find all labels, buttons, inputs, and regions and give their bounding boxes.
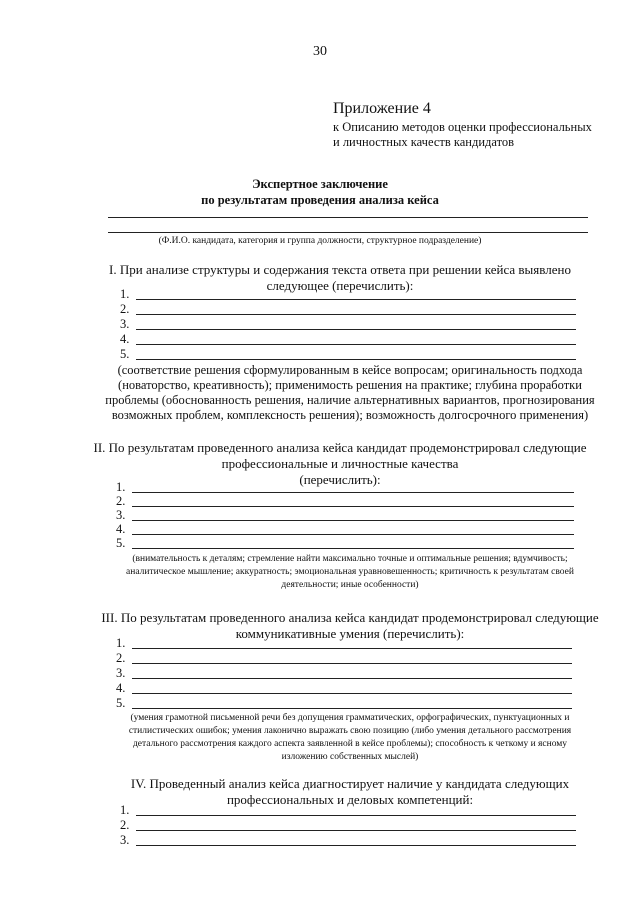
section1-item[interactable] (120, 302, 576, 316)
item-number: 4. (116, 522, 126, 536)
note-line: (соответствие решения сформулированным в кейсе вопросам; оригинальность подхода (117, 363, 583, 377)
item-number: 3. (116, 508, 126, 522)
note-line: возможных проблем, комплексность решения); возможность долгосрочного применения) (111, 408, 589, 422)
fill-line (132, 693, 572, 694)
item-number: 1. (116, 480, 126, 494)
item-number: 4. (116, 681, 126, 695)
section1-note (80, 363, 620, 423)
candidate-name-line-1[interactable] (108, 217, 588, 218)
section2-item[interactable] (116, 508, 574, 522)
section3-item[interactable] (116, 636, 572, 650)
appendix-title: Приложение 4 (333, 100, 431, 117)
fill-line (136, 359, 576, 360)
section1-item[interactable] (120, 332, 576, 346)
fill-line (136, 830, 576, 831)
section3-heading-line: коммуникативные умения (перечислить): (235, 626, 465, 641)
section2-heading-line: II. По результатам проведенного анализа кейса кандидат продемонстрировал следующие (93, 440, 587, 455)
appendix-subtitle-line: и личностных качеств кандидатов (333, 135, 515, 149)
section3-item[interactable] (116, 666, 572, 680)
note-line: проблемы (обоснованность решения, наличие альтернативных вариантов, прогнозирования (105, 393, 595, 407)
candidate-name-line-2[interactable] (108, 232, 588, 233)
item-number: 5. (116, 536, 126, 550)
fill-line (136, 299, 576, 300)
fill-line (132, 548, 574, 549)
fill-line (136, 845, 576, 846)
item-number: 5. (116, 696, 126, 710)
note-line: стилистических ошибок; умения лаконично выражать свою позицию (либо умения детального рассмотрения (128, 726, 572, 736)
fill-line (132, 678, 572, 679)
section4-item[interactable] (120, 818, 576, 832)
fill-line (136, 815, 576, 816)
document-subtitle: по результатам проведения анализа кейса (201, 193, 439, 207)
fill-line (132, 534, 574, 535)
section3-item[interactable] (116, 651, 572, 665)
appendix-subtitle-line: к Описанию методов оценки профессиональных (333, 120, 592, 134)
section2-item[interactable] (116, 536, 574, 550)
candidate-caption: (Ф.И.О. кандидата, категория и группа должности, структурное подразделение) (158, 236, 482, 246)
section2-item[interactable] (116, 494, 574, 508)
fill-line (132, 492, 574, 493)
section4-item[interactable] (120, 833, 576, 847)
section3-item[interactable] (116, 696, 572, 710)
note-line: аналитическое мышление; аккуратность; эмоциональная уравновешенность; критичность к результатам своей (126, 567, 574, 577)
section4-heading-line: IV. Проведенный анализ кейса диагностирует наличие у кандидата следующих (130, 776, 570, 791)
fill-line (132, 506, 574, 507)
note-line: деятельности; иные особенности) (281, 580, 419, 590)
section4-item[interactable] (120, 803, 576, 817)
section1-heading-line: следующее (перечислить): (266, 278, 414, 293)
note-line: детального рассмотрения каждого аспекта заявленной в кейсе проблемы); способность к четкому и ясному (132, 739, 568, 749)
section1-item[interactable] (120, 347, 576, 361)
item-number: 2. (116, 651, 126, 665)
section2-item[interactable] (116, 522, 574, 536)
section4-heading-line: профессиональных и деловых компетенций: (226, 792, 474, 807)
section1-item[interactable] (120, 287, 576, 301)
fill-line (132, 520, 574, 521)
section1-heading-line: I. При анализе структуры и содержания текста ответа при решении кейса выявлено (109, 262, 571, 277)
section2-item[interactable] (116, 480, 574, 494)
fill-line (136, 344, 576, 345)
section2-heading-line: (перечислить): (299, 472, 381, 487)
item-number: 5. (120, 347, 130, 361)
item-number: 3. (120, 833, 130, 847)
section1-item[interactable] (120, 317, 576, 331)
document-title: Экспертное заключение (252, 177, 388, 191)
section3-note (80, 712, 620, 764)
note-line: (умения грамотной письменной речи без допущения грамматических, орфографических, пунктуационных и (130, 713, 570, 723)
page-number: 30 (313, 44, 327, 59)
section2-heading-line: профессиональные и личностные качества (221, 456, 459, 471)
note-line: (внимательность к деталям; стремление найти максимально точные и оптимальные решения; вдумчивость; (132, 554, 568, 564)
item-number: 3. (116, 666, 126, 680)
appendix-subtitle (333, 120, 592, 150)
fill-line (132, 708, 572, 709)
fill-line (136, 314, 576, 315)
section3-heading-line: III. По результатам проведенного анализа кейса кандидат продемонстрировал следующие (101, 610, 599, 625)
item-number: 4. (120, 332, 130, 346)
fill-line (136, 329, 576, 330)
item-number: 1. (120, 287, 130, 301)
item-number: 1. (120, 803, 130, 817)
note-line: (новаторство, креативность); применимость решения на практике; глубина проработки (118, 378, 582, 392)
item-number: 3. (120, 317, 130, 331)
section3-item[interactable] (116, 681, 572, 695)
item-number: 2. (120, 818, 130, 832)
section2-note (80, 553, 620, 592)
fill-line (132, 663, 572, 664)
item-number: 1. (116, 636, 126, 650)
item-number: 2. (120, 302, 130, 316)
item-number: 2. (116, 494, 126, 508)
fill-line (132, 648, 572, 649)
note-line: изложению собственных мыслей) (281, 752, 419, 762)
